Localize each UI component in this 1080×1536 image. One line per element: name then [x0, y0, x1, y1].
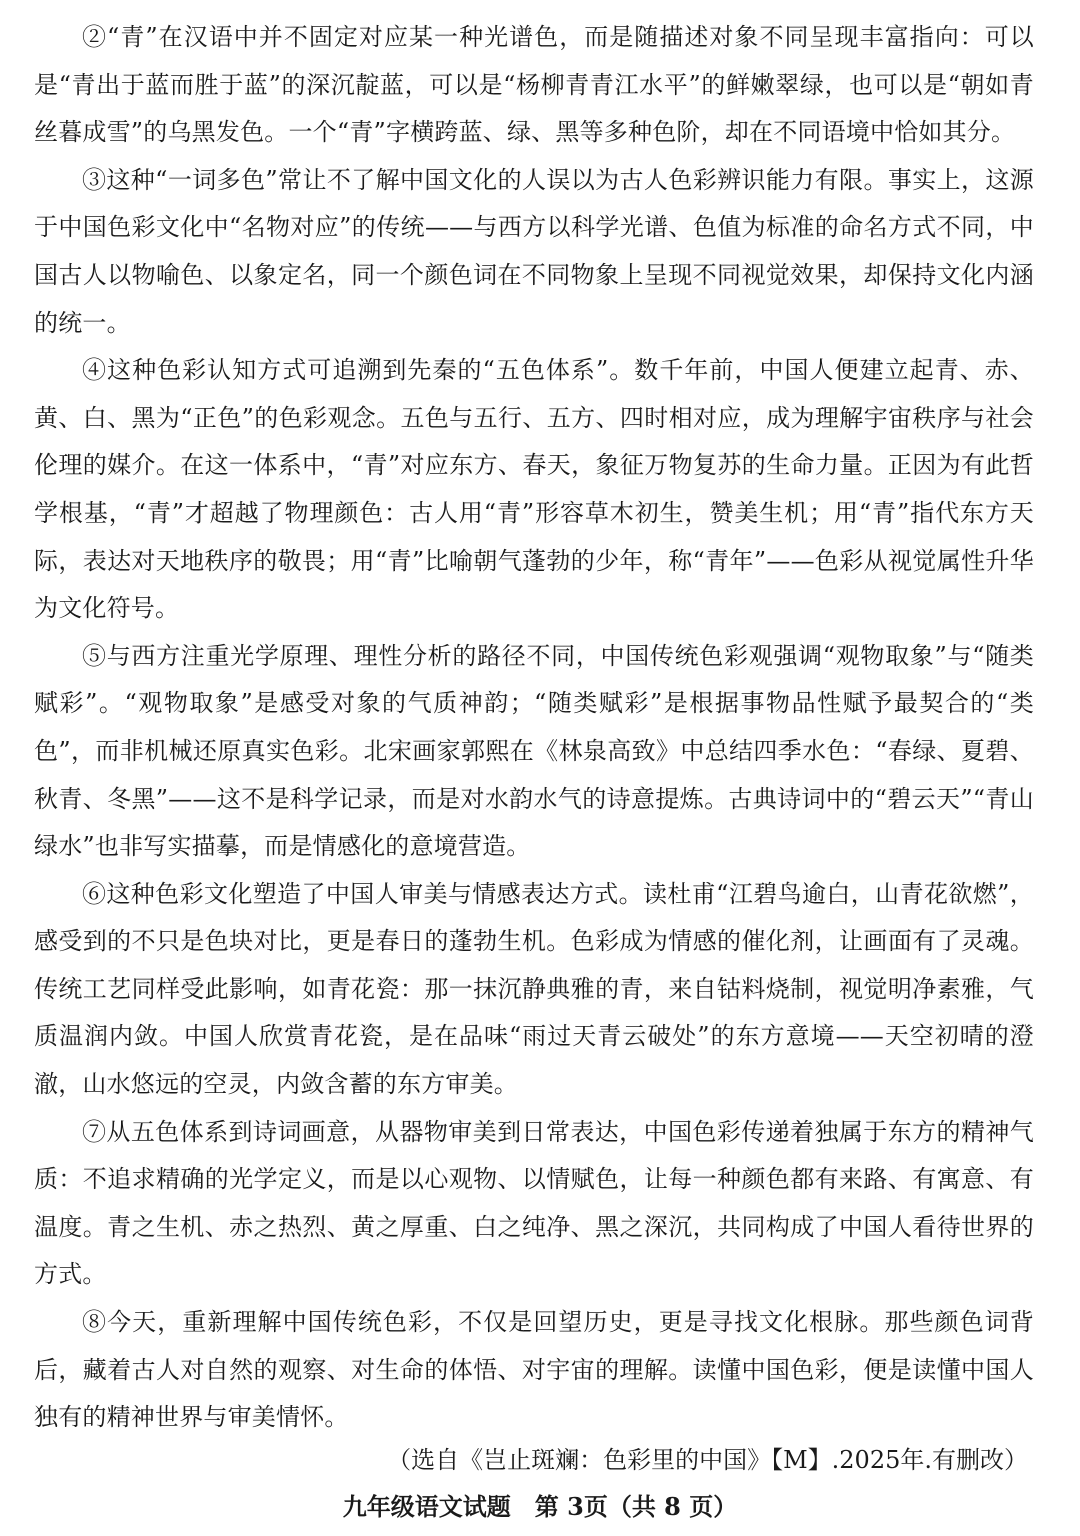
page-footer: 九年级语文试题 第 3页（共 8 页） — [342, 1492, 738, 1521]
article-body — [34, 14, 1034, 1442]
paragraph-3: ③这种“一词多色”常让不了解中国文化的人误以为古人色彩辨识能力有限。事实上，这源于中国色彩文化中“名物对应”的传统——与西方以科学光谱、色值为标准的命名方式不同，中国古人以物喻色、以象定名，同一个颜色词在不同物象上呈现不同视觉效果，却保持文化内涵的统一。 — [34, 165, 1034, 337]
paragraph-7: ⑦从五色体系到诗词画意，从器物审美到日常表达，中国色彩传递着独属于东方的精神气质：不追求精确的光学定义，而是以心观物、以情赋色，让每一种颜色都有来路、有寓意、有温度。青之生机、赤之热烈、黄之厚重、白之纯净、黑之深沉，共同构成了中国人看待世界的方式。 — [34, 1117, 1034, 1289]
paragraph-2: ②“青”在汉语中并不固定对应某一种光谱色，而是随描述对象不同呈现丰富指向：可以是“青出于蓝而胜于蓝”的深沉靛蓝，可以是“杨柳青青江水平”的鲜嫩翠绿，也可以是“朝如青丝暮成雪”的乌黑发色。一个“青”字横跨蓝、绿、黑等多种色阶，却在不同语境中恰如其分。 — [34, 23, 1034, 147]
paragraph-8: ⑧今天，重新理解中国传统色彩，不仅是回望历史，更是寻找文化根脉。那些颜色词背后，藏着古人对自然的观察、对生命的体悟、对宇宙的理解。读懂中国色彩，便是读懂中国人独有的精神世界与审美情怀。 — [34, 1308, 1034, 1432]
paragraph-6: ⑥这种色彩文化塑造了中国人审美与情感表达方式。读杜甫“江碧鸟逾白，山青花欲燃”，感受到的不只是色块对比，更是春日的蓬勃生机。色彩成为情感的催化剂，让画面有了灵魂。传统工艺同样受此影响，如青花瓷：那一抹沉静典雅的青，来自钴料烧制，视觉明净素雅，气质温润内敛。中国人欣赏青花瓷，是在品味“雨过天青云破处”的东方意境——天空初晴的澄澈，山水悠远的空灵，内敛含蓄的东方审美。 — [34, 879, 1034, 1099]
paragraph-4: ④这种色彩认知方式可追溯到先秦的“五色体系”。数千年前，中国人便建立起青、赤、黄、白、黑为“正色”的色彩观念。五色与五行、五方、四时相对应，成为理解宇宙秩序与社会伦理的媒介。在这一体系中，“青”对应东方、春天，象征万物复苏的生命力量。正因为有此哲学根基，“青”才超越了物理颜色：古人用“青”形容草木初生，赞美生机；用“青”指代东方天际，表达对天地秩序的敬畏；用“青”比喻朝气蓬勃的少年，称“青年”——色彩从视觉属性升华为文化符号。 — [34, 356, 1034, 623]
paragraph-5: ⑤与西方注重光学原理、理性分析的路径不同，中国传统色彩观强调“观物取象”与“随类赋彩”。“观物取象”是感受对象的气质神韵；“随类赋彩”是根据事物品性赋予最契合的“类色”，而非机械还原真实色彩。北宋画家郭熙在《林泉高致》中总结四季水色：“春绿、夏碧、秋青、冬黑”——这不是科学记录，而是对水韵水气的诗意提炼。古典诗词中的“碧云天”“青山绿水”也非写实描摹，而是情感化的意境营造。 — [34, 641, 1034, 861]
source-citation: （选自《岂止斑斓：色彩里的中国》【M】.2025年.有删改） — [387, 1446, 1028, 1474]
